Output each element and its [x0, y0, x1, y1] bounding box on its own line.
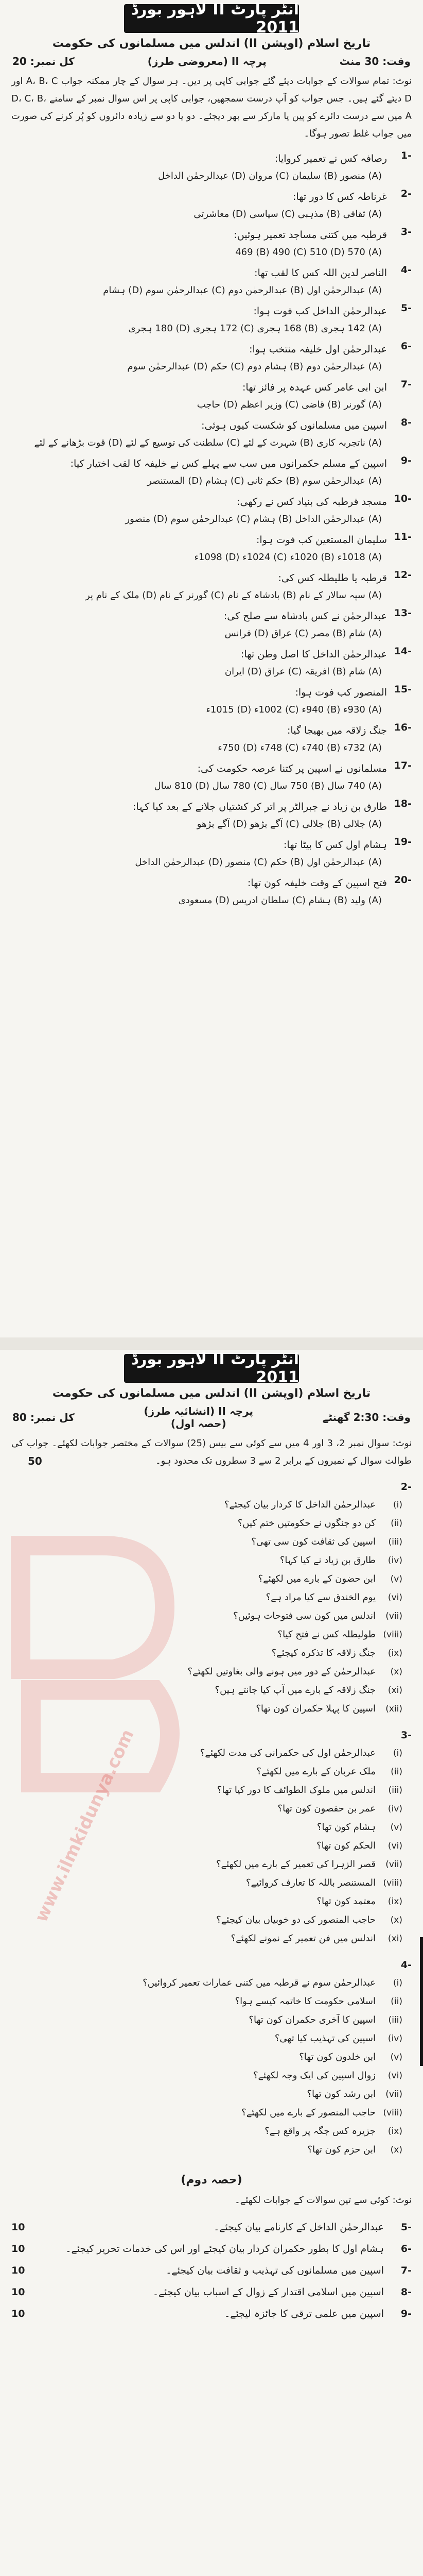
question-number: -3 — [400, 1730, 412, 1741]
part-number: (ix) — [387, 1648, 402, 1658]
question-text: ہشام اول کا بطور حکمران کردار بیان کیجئے اور اس کی خدمات تحریر کیجئے۔ — [65, 2243, 384, 2255]
question-options: (A) شام (B) افریقہ (C) عراق (D) ایران — [224, 666, 382, 677]
short-question — [11, 1644, 412, 1663]
question-stem: جنگ زلاقہ میں بھیجا گیا: — [287, 725, 387, 736]
question-options: (A) 469 (B) 490 (C) 510 (D) 570 — [235, 247, 382, 258]
question-stem: غرناطہ کس کا دور تھا: — [292, 191, 387, 202]
part-text: معتمد کون تھا؟ — [316, 1896, 376, 1907]
instruction-note — [11, 1435, 412, 1470]
short-question — [11, 2141, 412, 2159]
short-question — [11, 1892, 412, 1911]
mcq-item — [11, 455, 412, 490]
part-number: (v) — [390, 1574, 402, 1584]
part-number: (x) — [390, 1915, 402, 1925]
question-stem: المنصور کب فوت ہوا: — [295, 687, 387, 698]
part-text: اسپین کی تہذیب کیا تھی؟ — [274, 2033, 376, 2044]
short-question — [11, 1974, 412, 1992]
question-score: 10 — [11, 2265, 25, 2276]
question-stem: قرطبہ یا طلیطلہ کس کی: — [278, 572, 387, 584]
question-stem: ابن ابی عامر کس عہدہ پر فائز تھا: — [242, 382, 387, 393]
short-question — [11, 1800, 412, 1818]
part-text: طولیطلہ کس نے فتح کیا؟ — [277, 1629, 376, 1640]
question-header — [11, 1726, 412, 1744]
part-text: کن دو جنگوں نے حکومتیں ختم کیں؟ — [237, 1518, 376, 1529]
part-number: (ix) — [387, 1896, 402, 1907]
question-options: (A) 740 سال (B) 750 سال (C) 780 سال (D) 810 سال — [154, 781, 382, 791]
short-question — [11, 2085, 412, 2104]
part-text: حاجب المنصور کے بارے میں لکھئے؟ — [241, 2107, 376, 2118]
section-2-title: (حصہ دوم) — [181, 2174, 242, 2187]
question-options: (A) ولید (B) ہشام (C) سلطان ادریس (D) مسعودی — [178, 895, 382, 906]
short-question — [11, 1992, 412, 2011]
time-allowed: وقت: 30 منٹ — [339, 55, 411, 67]
question-options: (A) 142 ہجری (B) 168 ہجری (C) 172 ہجری (D) 180 ہجری — [128, 323, 382, 334]
short-question — [11, 1551, 412, 1570]
question-options: (A) جلالی (B) جلالی (C) آگے بڑھو (D) آگے بڑھو — [197, 819, 382, 829]
part-text: عبدالرحمٰن کے دور میں ہونے والی بغاوتیں لکھئے؟ — [187, 1666, 376, 1677]
short-question — [11, 1533, 412, 1551]
question-number: -6 — [400, 2243, 412, 2255]
part-text: اسپین کی ثقافت کون سی تھی؟ — [251, 1536, 376, 1547]
question-4 — [11, 1956, 412, 2159]
paper-banner: انٹر پارٹ II لاہور بورڈ 2011 — [124, 4, 299, 33]
question-stem: الناصر لدین اللہ کس کا لقب تھا: — [254, 267, 387, 279]
question-options: (A) ناتجربہ کاری (B) شہرت کے لئے (C) سلطنت کی توسیع کے لئے (D) قوت بڑھانے کے لئے — [34, 437, 382, 448]
question-options: (A) گورنر (B) قاضی (C) وزیر اعظم (D) حاجب — [197, 399, 382, 410]
section-score: 50 — [28, 1455, 42, 1467]
part-number: (v) — [390, 1822, 402, 1833]
question-number: -5 — [400, 2222, 412, 2233]
question-number: -15 — [394, 684, 412, 695]
part-text: طارق بن زیاد نے کیا کہا؟ — [279, 1555, 376, 1566]
question-header — [11, 1478, 412, 1496]
question-number: -19 — [394, 836, 412, 848]
part-text: اسلامی حکومت کا خاتمہ کیسے ہوا؟ — [235, 1996, 376, 2007]
question-options: (A) عبدالرحمٰن اول (B) عبدالرحمٰن دوم (C) عبدالرحمٰن سوم (D) ہشام — [103, 285, 382, 296]
mcq-list — [11, 150, 412, 909]
short-question — [11, 2066, 412, 2085]
question-number: -9 — [400, 2308, 412, 2319]
question-options: (A) 930ء (B) 940ء (C) 1002ء (D) 1015ء — [206, 704, 382, 715]
short-question — [11, 1514, 412, 1533]
short-question — [11, 2029, 412, 2048]
part-number: (ix) — [387, 2126, 402, 2137]
mcq-item — [11, 379, 412, 414]
part-number: (viii) — [383, 1630, 402, 1640]
part-text: زوال اسپین کی ایک وجہ لکھئے؟ — [253, 2070, 376, 2081]
mcq-item — [11, 531, 412, 566]
question-number: -18 — [394, 798, 412, 809]
question-score: 10 — [11, 2243, 25, 2255]
question-stem: مسجد قرطبہ کی بنیاد کس نے رکھی: — [237, 496, 387, 507]
mcq-item — [11, 264, 412, 299]
part-text: المستنصر باللہ کا تعارف کروائیے؟ — [245, 1877, 376, 1888]
part-text: عبدالرحمٰن الداخل کا کردار بیان کیجئے؟ — [224, 1499, 376, 1510]
part-number: (ii) — [391, 1996, 402, 2007]
short-question — [11, 1625, 412, 1644]
mcq-item — [11, 302, 412, 337]
question-score: 10 — [11, 2286, 25, 2298]
question-stem: ہشام اول کس کا بیٹا تھا: — [284, 839, 387, 851]
question-stem: عبدالرحمٰن اول خلیفہ منتخب ہوا: — [249, 344, 387, 355]
part-number: (iii) — [388, 1537, 402, 1547]
part-number: (xi) — [387, 1685, 402, 1696]
question-text: اسپین میں مسلمانوں کی تہذیب و ثقافت بیان کیجئے۔ — [166, 2265, 384, 2276]
question-number: -2 — [400, 1481, 412, 1493]
question-number: -8 — [400, 2286, 412, 2298]
part-text: یوم الخندق سے کیا مراد ہے؟ — [266, 1592, 376, 1603]
part-number: (iii) — [388, 1785, 402, 1795]
short-question — [11, 1929, 412, 1948]
paper-banner: انٹر پارٹ II لاہور بورڈ 2011 — [124, 1354, 299, 1383]
mcq-item — [11, 188, 412, 223]
short-question — [11, 1681, 412, 1700]
question-number: -10 — [394, 493, 412, 504]
part-text: ابن رشد کون تھا؟ — [307, 2089, 376, 2099]
short-question — [11, 1744, 412, 1762]
question-options: (A) عبدالرحمٰن اول (B) حکم (C) منصور (D) عبدالرحمٰن الداخل — [135, 857, 382, 868]
question-number: -6 — [400, 341, 412, 352]
part-number: (iv) — [387, 2033, 402, 2044]
part-text: جنگ زلاقہ کا تذکرہ کیجئے؟ — [271, 1648, 376, 1658]
part-number: (vi) — [387, 1592, 402, 1603]
part-text: اسپین کا آخری حکمران کون تھا؟ — [249, 2014, 376, 2025]
question-options: (A) شام (B) مصر (C) عراق (D) فرانس — [224, 628, 382, 639]
question-number: -7 — [400, 2265, 412, 2276]
mcq-item — [11, 684, 412, 719]
question-options: (A) سپہ سالار کے نام (B) بادشاہ کے نام (C) گورنر کے نام (D) ملک کے نام پر — [85, 590, 382, 601]
question-options: (A) عبدالرحمٰن سوم (B) حکم ثانی (C) ہشام (D) المستنصر — [147, 476, 382, 486]
question-score: 10 — [11, 2222, 25, 2233]
long-question — [11, 2261, 412, 2280]
paper-type: پرچہ II (انشائیہ طرز) — [144, 1405, 254, 1417]
question-number: -7 — [400, 379, 412, 390]
part-number: (v) — [390, 2052, 402, 2062]
short-question — [11, 1588, 412, 1607]
question-text: اسپین میں علمی ترقی کا جائزہ لیجئے۔ — [224, 2308, 384, 2319]
paper-meta — [12, 1405, 411, 1430]
paper-meta — [12, 55, 411, 67]
part-number: (i) — [393, 1748, 402, 1758]
question-stem: عبدالرحمٰن الداخل کا اصل وطن تھا: — [240, 649, 387, 660]
part-text: عمر بن حفصون کون تھا؟ — [277, 1803, 376, 1814]
part-number: (i) — [393, 1500, 402, 1510]
question-options: (A) 1018ء (B) 1020ء (C) 1024ء (D) 1098ء — [194, 552, 382, 563]
long-question — [11, 2282, 412, 2302]
question-options: (A) عبدالرحمٰن دوم (B) ہشام دوم (C) حکم (D) عبدالرحمٰن سوم — [127, 361, 382, 372]
part-text: جنگ زلاقہ کے بارے میں آپ کیا جانتے ہیں؟ — [215, 1685, 376, 1696]
part-number: (iii) — [388, 2015, 402, 2025]
question-text: عبدالرحمٰن الداخل کے کارنامے بیان کیجئے۔ — [214, 2222, 384, 2233]
part-number: (ii) — [391, 1518, 402, 1529]
part-number: (iv) — [387, 1555, 402, 1566]
question-number: -9 — [400, 455, 412, 466]
short-question — [11, 2122, 412, 2141]
paper-label — [144, 1405, 253, 1430]
paper-label: پرچہ II (معروضی طرز) — [147, 55, 267, 67]
short-question — [11, 1570, 412, 1588]
mcq-item — [11, 569, 412, 604]
short-question — [11, 1781, 412, 1800]
part-number: (x) — [390, 2145, 402, 2155]
question-stem: سلیمان المستعین کب فوت ہوا: — [256, 534, 387, 546]
question-number: -5 — [400, 302, 412, 314]
part-number: (vii) — [385, 2089, 402, 2099]
short-question — [11, 1496, 412, 1514]
question-number: -12 — [394, 569, 412, 581]
part-text: عبدالرحمٰن اول کی حکمرانی کی مدت لکھئے؟ — [200, 1748, 376, 1758]
short-question — [11, 2048, 412, 2066]
time-allowed: وقت: 2:30 گھنٹے — [322, 1411, 411, 1423]
part-number: (vi) — [387, 1841, 402, 1851]
short-question — [11, 1607, 412, 1625]
question-stem: عبدالرحمٰن الداخل کب فوت ہوا: — [253, 306, 387, 317]
mcq-item — [11, 798, 412, 833]
part-text: اندلس میں فن تعمیر کے نمونے لکھئے؟ — [231, 1933, 376, 1944]
question-number: -3 — [400, 226, 412, 238]
question-text: اسپین میں اسلامی اقتدار کے زوال کے اسباب بیان کیجئے۔ — [152, 2286, 384, 2298]
instruction-text: نوٹ: سوال نمبر 2، 3 اور 4 میں سے کوئی سے بیس (25) سوالات کے مختصر جوابات لکھئے۔ جواب کی طوالت سوال کے نمبروں کے برابر 2 سے 3 سطروں تک محدود ہو۔ — [11, 1438, 412, 1466]
question-stem: طارق بن زیاد نے جبرالٹر پر اتر کر کشتیاں جلانے کے بعد کیا کہا: — [132, 801, 387, 812]
mcq-item — [11, 722, 412, 757]
part-number: (ii) — [391, 1767, 402, 1777]
question-number: -20 — [394, 874, 412, 886]
part-number: (vi) — [387, 2071, 402, 2081]
question-stem: فتح اسپین کے وقت خلیفہ کون تھا: — [247, 877, 387, 889]
question-options: (A) عبدالرحمٰن الداخل (B) ہشام (C) عبدالرحمٰن سوم (D) منصور — [125, 514, 382, 524]
part-text: ہشام کون تھا؟ — [316, 1822, 376, 1833]
page-separator — [0, 1337, 423, 1350]
mcq-item — [11, 341, 412, 376]
question-2 — [11, 1478, 412, 1718]
short-question — [11, 1762, 412, 1781]
question-number: -11 — [394, 531, 412, 543]
part-number: (vii) — [385, 1611, 402, 1621]
mcq-item — [11, 493, 412, 528]
question-stem: قرطبہ میں کتنی مساجد تعمیر ہوئیں: — [234, 229, 387, 241]
total-marks: کل نمبر: 80 — [12, 1411, 75, 1423]
mcq-item — [11, 646, 412, 681]
short-question — [11, 2104, 412, 2122]
question-header — [11, 1956, 412, 1974]
mcq-item — [11, 226, 412, 261]
margin-bar — [420, 1937, 423, 2066]
part-text: اندلس میں ملوک الطوائف کا دور کیا تھا؟ — [217, 1785, 376, 1795]
short-question — [11, 2011, 412, 2029]
mcq-item — [11, 836, 412, 871]
part-number: (viii) — [383, 2108, 402, 2118]
part-number: (iv) — [387, 1804, 402, 1814]
part-text: ابن حزم کون تھا؟ — [307, 2144, 376, 2155]
watermark-url: www.ilmkidunya.com — [31, 1726, 138, 1925]
long-questions — [11, 2217, 412, 2324]
question-number: -13 — [394, 607, 412, 619]
question-stem: عبدالرحمٰن نے کس بادشاہ سے صلح کی: — [223, 611, 387, 622]
subject-title: تاریخ اسلام (اوپشن II) اندلس میں مسلمانوں کی حکومت — [52, 37, 371, 50]
question-options: (A) ثقافی (B) مذہبی (C) سیاسی (D) معاشرتی — [193, 209, 382, 219]
question-stem: اسپین کے مسلم حکمرانوں میں سب سے پہلے کس نے خلیفہ کا لقب اختیار کیا: — [70, 458, 387, 469]
part-number: (vii) — [385, 1859, 402, 1870]
part-text: جزیرہ کس جگہ پر واقع ہے؟ — [265, 2126, 376, 2137]
question-number: -17 — [394, 760, 412, 771]
part-text: ملک عربان کے بارے میں لکھئے؟ — [256, 1766, 376, 1777]
part-number: (x) — [390, 1667, 402, 1677]
question-options: (A) منصور (B) سلیمان (C) مروان (D) عبدالرحمٰن الداخل — [158, 171, 382, 181]
question-number: -4 — [400, 264, 412, 276]
question-number: -4 — [400, 1959, 412, 1971]
part-number: (xi) — [387, 1934, 402, 1944]
part-text: اسپین کا پہلا حکمران کون تھا؟ — [256, 1703, 376, 1714]
mcq-item — [11, 150, 412, 185]
long-question — [11, 2304, 412, 2324]
instruction-note: نوٹ: تمام سوالات کے جوابات دیئے گئے جوابی کاپی پر دیں۔ ہر سوال کے چار ممکنہ جواب A، B، C اور D دیئے گئے ہیں۔ جس جواب کو آپ درست سمجھیں، جوابی کاپی پر اس سوال نمبر کے سامنے D، C، B، A میں سے درست دائرے کو پین یا مارکر سے بھر دیجئے۔ دو یا دو سے زیادہ دائروں کو پُر کرنے کی صورت میں جواب غلط تصور ہوگا۔ — [11, 76, 412, 139]
total-marks: کل نمبر: 20 — [12, 55, 75, 67]
subjective-paper — [0, 1350, 423, 2576]
question-stem: مسلمانوں نے اسپین پر کتنا عرصہ حکومت کی: — [197, 763, 387, 774]
question-number: -16 — [394, 722, 412, 733]
long-question — [11, 2217, 412, 2237]
mcq-item — [11, 417, 412, 452]
subject-title: تاریخ اسلام (اوپشن II) اندلس میں مسلمانوں کی حکومت — [52, 1387, 371, 1400]
short-question — [11, 1700, 412, 1718]
part-number: (i) — [393, 1978, 402, 1988]
part-text: قصر الزہرا کی تعمیر کے بارے میں لکھئے؟ — [216, 1859, 376, 1870]
part-text: حاجب المنصور کی دو خوبیاں بیان کیجئے؟ — [216, 1914, 376, 1925]
section-label: (حصہ اول) — [170, 1417, 226, 1430]
long-question — [11, 2239, 412, 2259]
part-number: (xii) — [385, 1704, 402, 1714]
part-number: (viii) — [383, 1878, 402, 1888]
question-number: -2 — [400, 188, 412, 199]
part-text: عبدالرحمٰن سوم نے قرطبہ میں کتنی عمارات تعمیر کروائیں؟ — [143, 1977, 376, 1988]
part-text: ابن حضون کے بارے میں لکھئے؟ — [258, 1573, 376, 1584]
question-number: -1 — [400, 150, 412, 161]
question-score: 10 — [11, 2308, 25, 2319]
mcq-item — [11, 607, 412, 642]
question-stem: اسپین میں مسلمانوں کو شکست کیوں ہوئی: — [201, 420, 387, 431]
mcq-item — [11, 874, 412, 909]
question-stem: رصافہ کس نے تعمیر کروایا: — [274, 153, 387, 164]
part-text: الحکم کون تھا؟ — [316, 1840, 376, 1851]
short-question — [11, 1911, 412, 1929]
mcq-item — [11, 760, 412, 795]
part-text: اندلس میں کون سی فتوحات ہوئیں؟ — [233, 1611, 376, 1621]
question-options: (A) 732ء (B) 740ء (C) 748ء (D) 750ء — [218, 742, 382, 753]
short-question — [11, 1663, 412, 1681]
question-number: -8 — [400, 417, 412, 428]
section-2-instruction: نوٹ: کوئی سے تین سوالات کے جوابات لکھئے۔ — [235, 2195, 412, 2206]
part-text: ابن خلدون کون تھا؟ — [299, 2052, 376, 2062]
question-number: -14 — [394, 646, 412, 657]
